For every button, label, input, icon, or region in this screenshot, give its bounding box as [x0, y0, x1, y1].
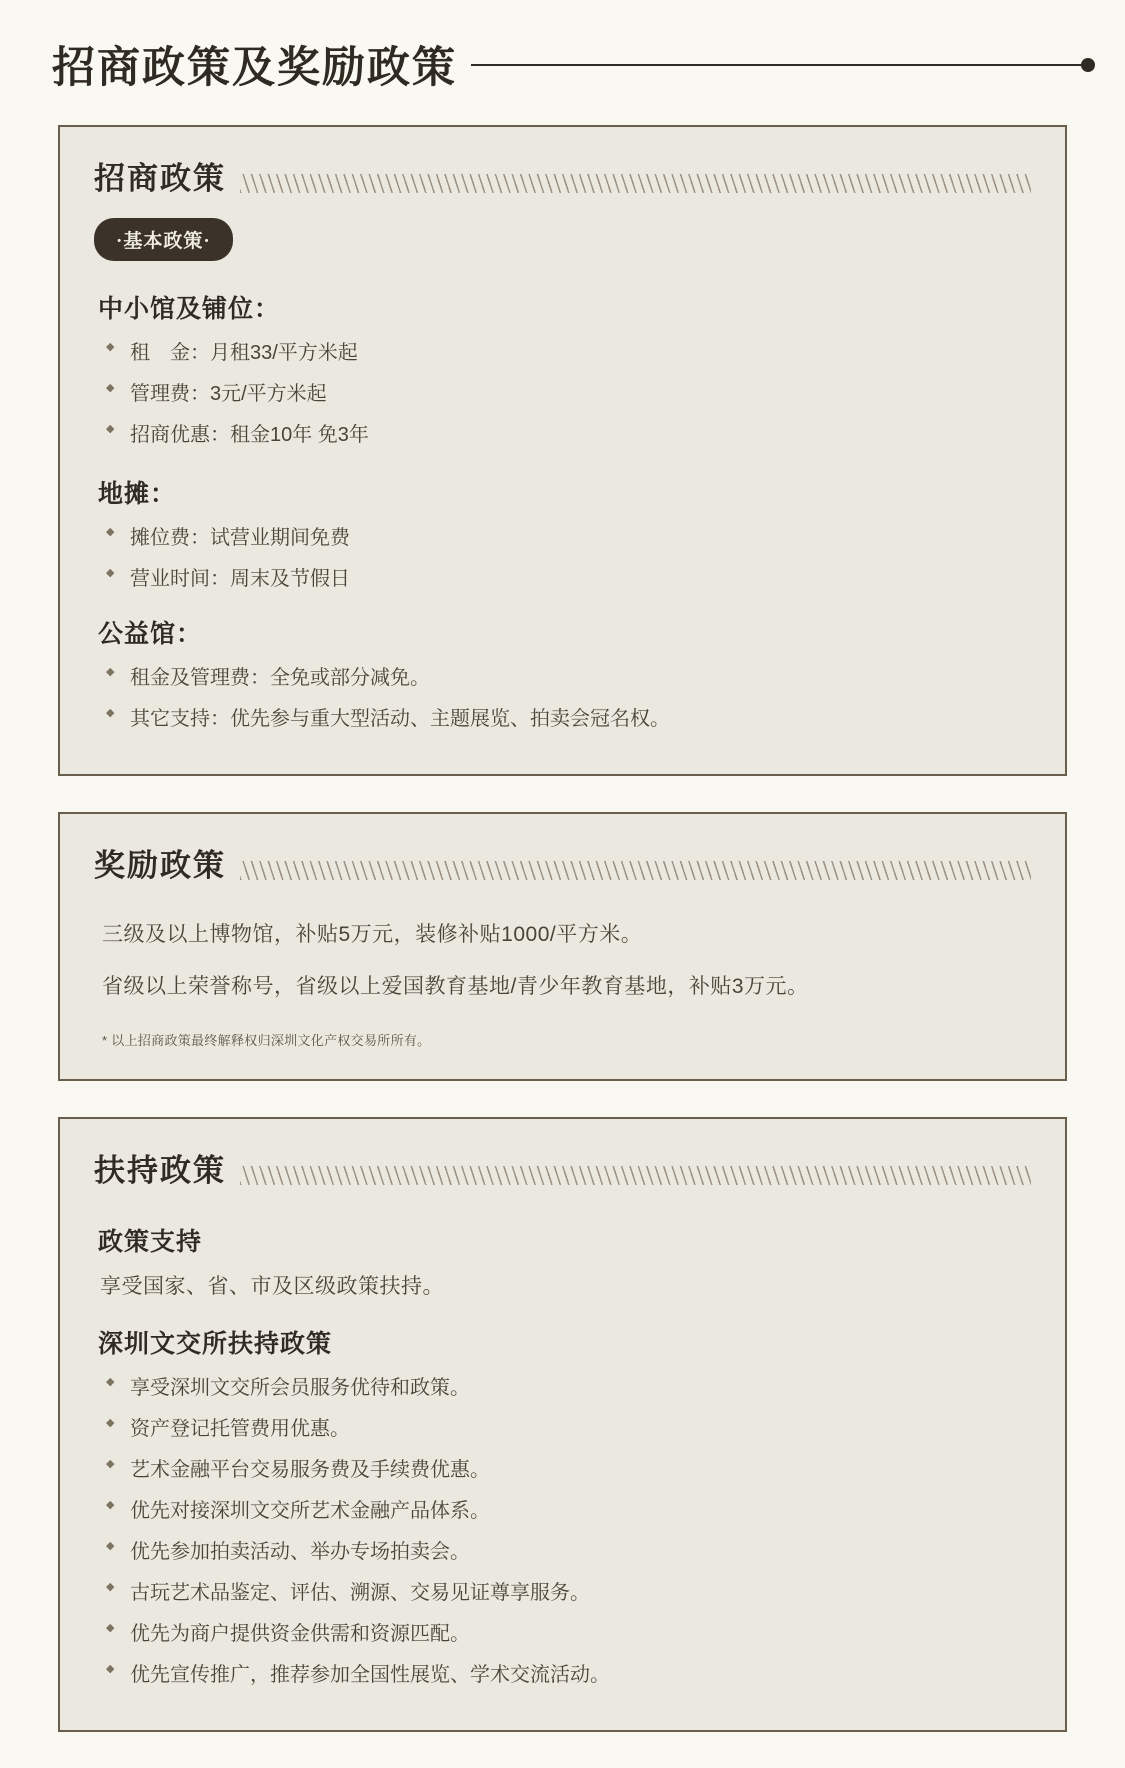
card-investment-policy	[58, 125, 1067, 776]
group-heading-stalls: 地摊：	[98, 481, 177, 508]
reward-line: 省级以上荣誉称号，省级以上爱国教育基地/青少年教育基地，补贴3万元。	[102, 974, 809, 998]
page-title: 招商政策及奖励政策	[52, 45, 457, 92]
hatch-decoration	[240, 1166, 1031, 1185]
support-body	[94, 1196, 1031, 1696]
support-policy-text: 享受国家、省、市及区级政策扶持。	[100, 1275, 444, 1299]
card-reward-policy	[58, 812, 1067, 1081]
bullet-list-exchange-support	[94, 1368, 1031, 1696]
bullet-list-shops	[94, 333, 1031, 456]
list-item: ◆ 优先宣传推广，推荐参加全国性展览、学术交流活动。	[106, 1655, 1031, 1696]
reward-line: 三级及以上博物馆，补贴5万元，装修补贴1000/平方米。	[102, 923, 643, 946]
support-heading-policy: 政策支持	[98, 1229, 203, 1257]
reward-footnote: * 以上招商政策最终解释权归深圳文化产权交易所所有。	[102, 1033, 431, 1049]
group-heading-shops: 中小馆及铺位：	[98, 296, 281, 323]
list-item: ◆ 招商优惠：租金10年 免3年	[106, 415, 1031, 456]
list-item: ◆ 营业时间：周末及节假日	[106, 559, 1031, 600]
card-support-policy	[58, 1117, 1067, 1732]
list-item: ◆ 资产登记托管费用优惠。	[106, 1409, 1031, 1450]
card-title: 扶持政策	[94, 1153, 226, 1189]
card-title: 招商政策	[94, 161, 226, 196]
card-header	[94, 840, 1031, 885]
list-item: ◆ 优先为商户提供资金供需和资源匹配。	[106, 1614, 1031, 1655]
list-item: ◆ 享受深圳文交所会员服务优待和政策。	[106, 1368, 1031, 1409]
card-header	[94, 153, 1031, 198]
title-divider	[471, 64, 1082, 66]
bullet-list-public-welfare	[94, 658, 1031, 740]
list-item: ◆ 优先对接深圳文交所艺术金融产品体系。	[106, 1491, 1031, 1532]
bullet-list-stalls	[94, 518, 1031, 600]
card-title: 奖励政策	[94, 848, 226, 883]
hatch-decoration	[240, 861, 1031, 880]
list-item: ◆ 摊位费：试营业期间免费	[106, 518, 1031, 559]
card-header	[94, 1145, 1031, 1190]
list-item: ◆ 管理费：3元/平方米起	[106, 374, 1031, 415]
title-end-dot-icon	[1081, 58, 1095, 72]
list-item: ◆ 优先参加拍卖活动、举办专场拍卖会。	[106, 1532, 1031, 1573]
list-item: ◆ 租 金：月租33/平方米起	[106, 333, 1031, 374]
hatch-decoration	[240, 174, 1031, 193]
basic-policy-tag: ·基本政策·	[94, 218, 233, 261]
list-item: ◆ 古玩艺术品鉴定、评估、溯源、交易见证尊享服务。	[106, 1573, 1031, 1614]
list-item: ◆ 艺术金融平台交易服务费及手续费优惠。	[106, 1450, 1031, 1491]
list-item: ◆ 其它支持：优先参与重大型活动、主题展览、拍卖会冠名权。	[106, 699, 1031, 740]
group-heading-public-welfare: 公益馆：	[98, 621, 203, 648]
page-header	[0, 0, 1125, 95]
list-item: ◆ 租金及管理费：全免或部分减免。	[106, 658, 1031, 699]
support-heading-exchange: 深圳文交所扶持政策	[98, 1331, 333, 1359]
